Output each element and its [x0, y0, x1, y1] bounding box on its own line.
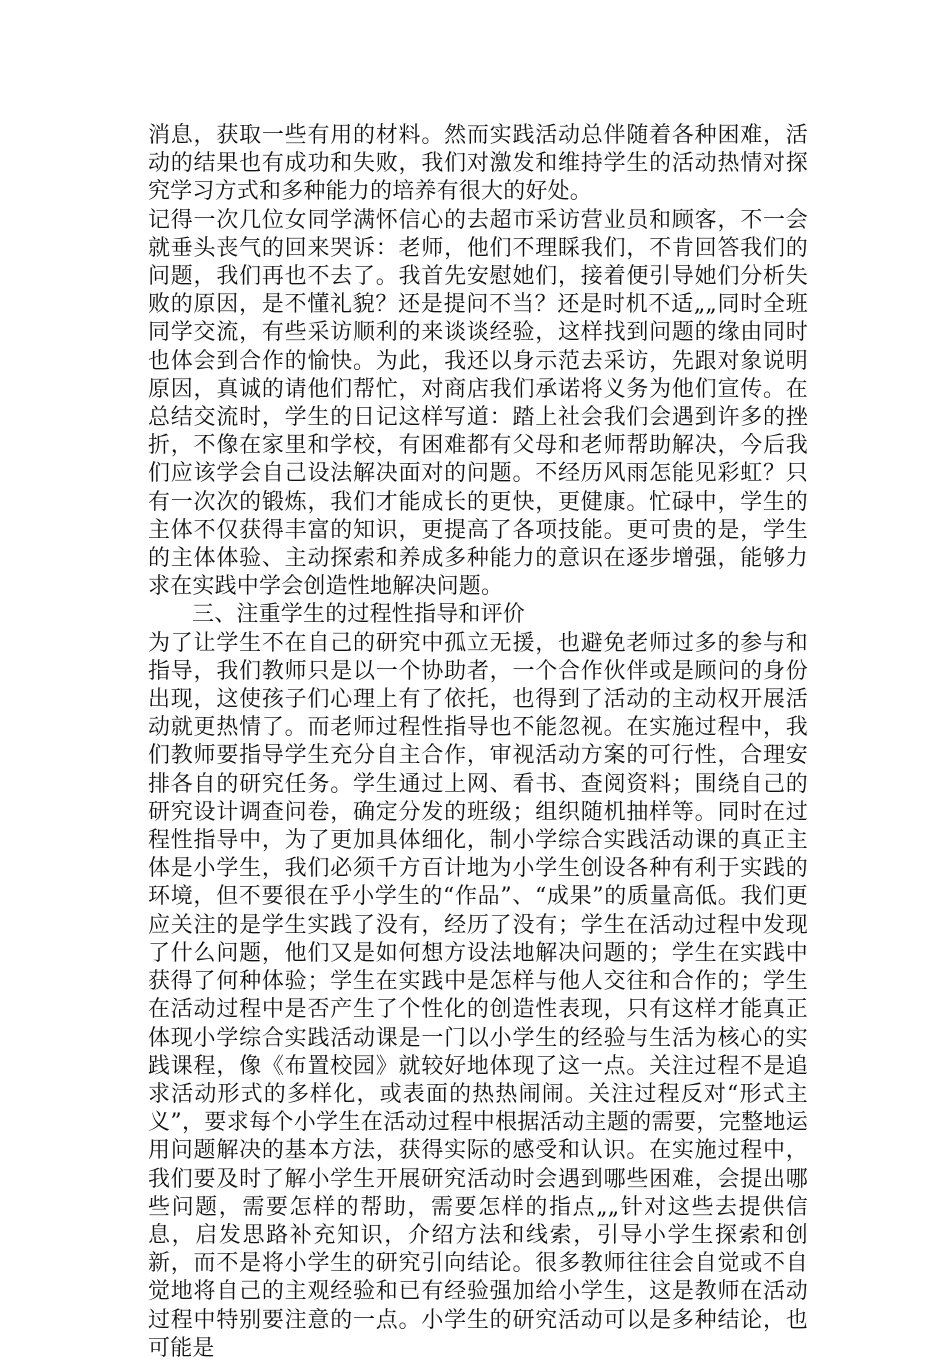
paragraph-intro: 消息，获取一些有用的材料。然而实践活动总伴随着各种困难，活动的结果也有成功和失败，我们对激发和维持学生的活动热情对探究学习方式和多种能力的培养有很大的好处。 — [148, 123, 808, 205]
document-page — [148, 122, 808, 1363]
paragraph-process-guidance: 为了让学生不在自己的研究中孤立无援，也避免老师过多的参与和指导，我们教师只是以一个协助者，一个合作伙伴或是顾问的身份出现，这使孩子们心理上有了依托，也得到了活动的主动权开展活动就更热情了。而老师过程性指导也不能忽视。在实施过程中，我们教师要指导学生充分自主合作，审视活动方案的可行性，合理安排各自的研究任务。学生通过上网、看书、查阅资料；围绕自己的研究设计调查问卷，确定分发的班级；组织随机抽样等。同时在过程性指导中，为了更加具体细化，制小学综合实践活动课的真正主体是小学生，我们必须千方百计地为小学生创设各种有利于实践的环境，但不要很在乎小学生的“作品”、“成果”的质量高低。我们更应关注的是学生实践了没有，经历了没有；学生在活动过程中发现了什么问题，他们又是如何想方设法地解决问题的；学生在实践中获得了何种体验；学生在实践中是怎样与他人交往和合作的；学生在活动过程中是否产生了个性化的创造性表现，只有这样才能真正体现小学综合实践活动课是一门以小学生的经验与生活为核心的实践课程，像《布置校园》就较好地体现了这一点。关注过程不是追求活动形式的多样化，或表面的热热闹闹。关注过程反对“形式主义”，要求每个小学生在活动过程中根据活动主题的需要，完整地运用问题解决的基本方法，获得实际的感受和认识。在实施过程中，我们要及时了解小学生开展研究活动时会遇到哪些困难，会提出哪些问题，需要怎样的帮助，需要怎样的指点„„针对这些去提供信息，启发思路补充知识，介绍方法和线索，引导小学生探索和创新，而不是将小学生的研究引向结论。很多教师往往会自觉或不自觉地将自己的主观经验和已有经验强加给小学生，这是教师在活动过程中特别要注意的一点。小学生的研究活动可以是多种结论，也可能是 — [148, 630, 808, 1361]
paragraph-interview-story: 记得一次几位女同学满怀信心的去超市采访营业员和顾客，不一会就垂头丧气的回来哭诉：老师，他们不理睬我们，不肯回答我们的问题，我们再也不去了。我首先安慰她们，接着便引导她们分析失败的原因，是不懂礼貌？还是提问不当？还是时机不适„„同时全班同学交流，有些采访顺利的来谈谈经验，这样找到问题的缘由同时也体会到合作的愉快。为此，我还以身示范去采访，先跟对象说明原因，真诚的请他们帮忙，对商店我们承诺将义务为他们宣传。在总结交流时，学生的日记这样写道：踏上社会我们会遇到许多的挫折，不像在家里和学校，有困难都有父母和老师帮助解决，今后我们应该学会自己设法解决面对的问题。不经历风雨怎能见彩虹？只有一次次的锻炼，我们才能成长的更快，更健康。忙碌中，学生的主体不仅获得丰富的知识，更提高了各项技能。更可贵的是，学生的主体体验、主动探索和养成多种能力的意识在逐步增强，能够力求在实践中学会创造性地解决问题。 — [148, 207, 808, 600]
section-heading: 三、注重学生的过程性指导和评价 — [192, 602, 526, 628]
